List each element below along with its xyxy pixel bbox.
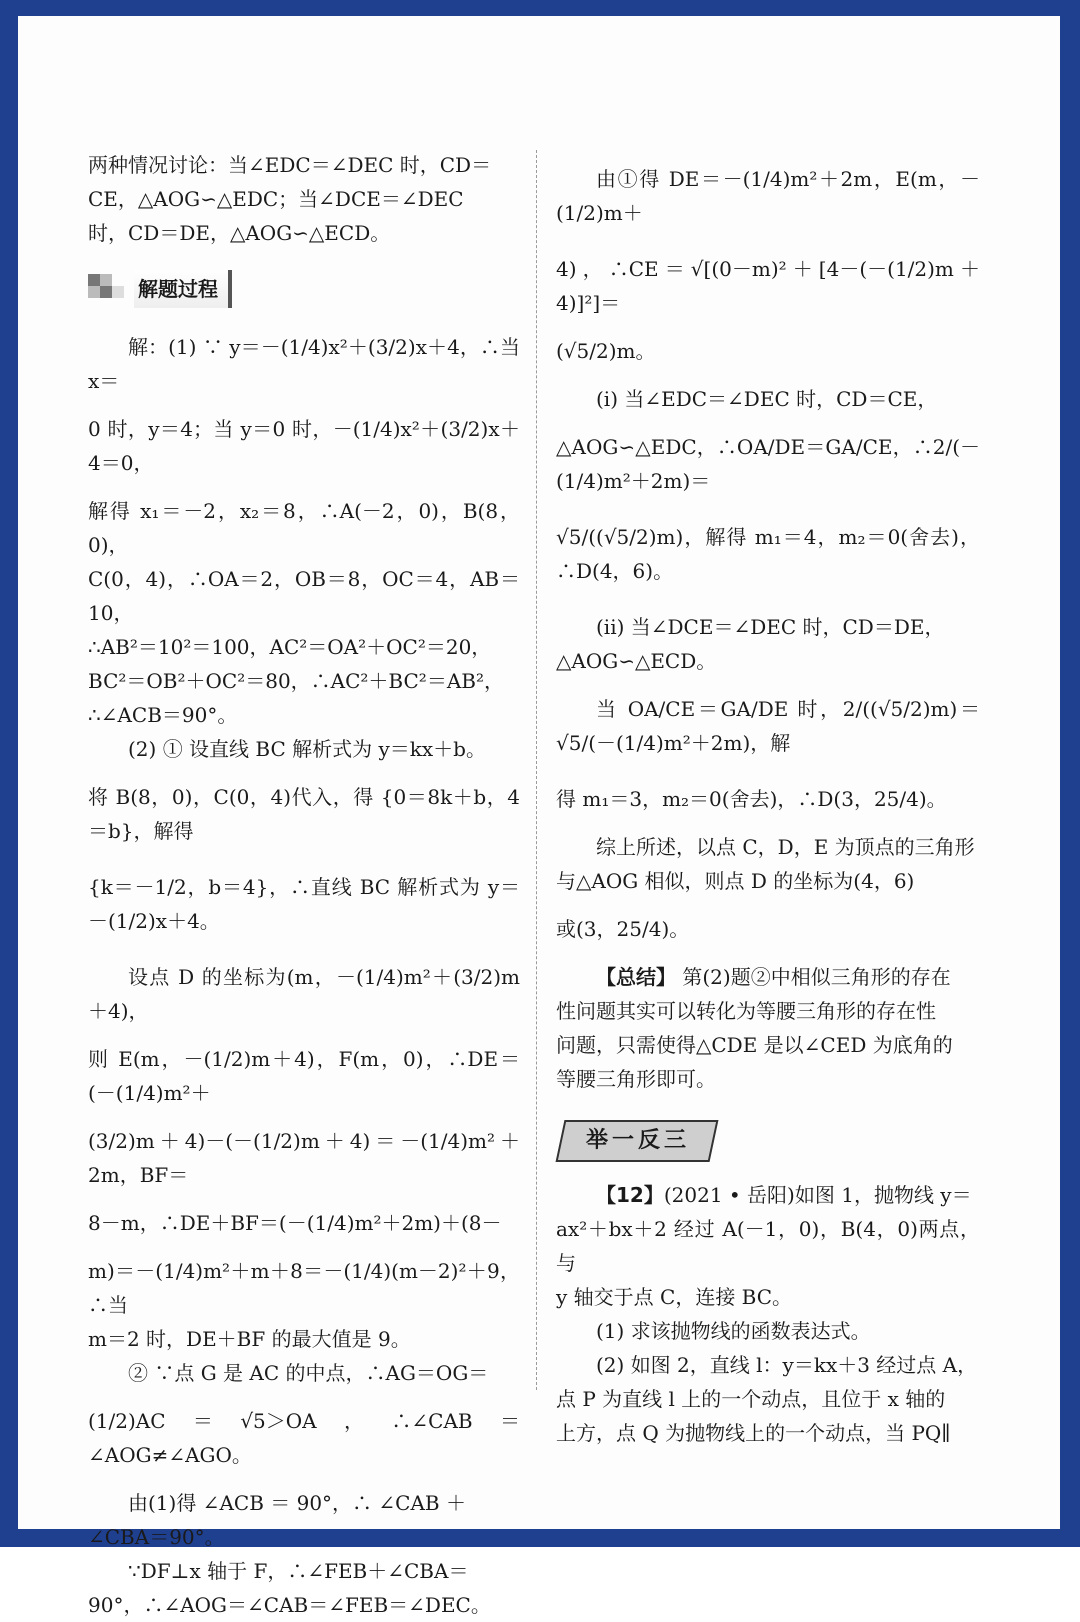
solution-line: ∴∠ACB＝90°。 xyxy=(88,703,238,727)
solution-line: 解：(1) ∵ y＝－(1/4)x²＋(3/2)x＋4，∴当 x＝ xyxy=(88,335,520,393)
right-line: 当 OA/CE＝GA/DE 时，2/((√5/2)m)＝√5/(－(1/4)m²＋2m)，解 xyxy=(556,697,980,755)
problem-line: 上方，点 Q 为抛物线上的一个动点，当 PQ∥ xyxy=(556,1421,951,1445)
right-line: √5/((√5/2)m)，解得 m₁＝4，m₂＝0(舍去)，∴D(4，6)。 xyxy=(556,525,980,583)
solution-line: ② ∵点 G 是 AC 的中点，∴AG＝OG＝ xyxy=(128,1361,489,1385)
summary-first-line xyxy=(556,960,980,994)
intro-line: 两种情况讨论：当∠EDC＝∠DEC 时，CD＝ xyxy=(88,153,492,177)
solution-line: C(0，4)，∴OA＝2，OB＝8，OC＝4，AB＝10， xyxy=(88,567,520,625)
problem-line: (2) 如图 2，直线 l：y＝kx＋3 经过点 A， xyxy=(596,1353,978,1377)
intro-line: CE，△AOG∽△EDC；当∠DCE＝∠DEC xyxy=(88,187,464,211)
practice-title: 举一反三 xyxy=(586,1128,691,1153)
problem-line: (1) 求该抛物线的函数表达式。 xyxy=(596,1319,871,1343)
solution-line: 90°，∴∠AOG＝∠CAB＝∠FEB＝∠DEC。 xyxy=(88,1593,491,1617)
checker-icon xyxy=(88,274,128,304)
solution-line: 将 B(8，0)，C(0，4)代入，得 {0＝8k＋b，4＝b}，解得 xyxy=(88,785,520,843)
summary-line: 等腰三角形即可。 xyxy=(556,1067,716,1091)
summary-label: 【总结】 xyxy=(596,965,676,989)
right-line: 由①得 DE＝－(1/4)m²＋2m，E(m，－(1/2)m＋ xyxy=(556,167,980,225)
summary-line: 性问题其实可以转化为等腰三角形的存在性 xyxy=(556,999,936,1023)
solution-line: (1/2)AC＝√5＞OA，∴∠CAB＝∠AOG≠∠AGO。 xyxy=(88,1409,520,1467)
right-line: (√5/2)m。 xyxy=(556,339,656,363)
right-line: 综上所述，以点 C，D，E 为顶点的三角形 xyxy=(596,835,975,859)
intro-line: 时，CD＝DE，△AOG∽△ECD。 xyxy=(88,221,391,245)
problem-first-line xyxy=(556,1178,980,1212)
right-column xyxy=(556,148,980,1450)
solution-line: ∴AB²＝10²＝100，AC²＝OA²＋OC²＝20， xyxy=(88,635,492,659)
practice-banner xyxy=(556,1120,716,1160)
solution-line: 0 时，y＝4；当 y＝0 时，－(1/4)x²＋(3/2)x＋4＝0， xyxy=(88,417,520,475)
solution-line: ∠CBA＝90°。 xyxy=(88,1525,225,1549)
solution-line: {k＝－1/2，b＝4}，∴直线 BC 解析式为 y＝－(1/2)x＋4。 xyxy=(88,875,520,933)
problem-line: 点 P 为直线 l 上的一个动点，且位于 x 轴的 xyxy=(556,1387,946,1411)
right-line: 得 m₁＝3，m₂＝0(舍去)，∴D(3，25/4)。 xyxy=(556,787,947,811)
section-title: 解题过程 xyxy=(134,270,232,308)
solution-line: 设点 D 的坐标为(m，－(1/4)m²＋(3/2)m＋4)， xyxy=(88,965,520,1023)
right-line: (i) 当∠EDC＝∠DEC 时，CD＝CE， xyxy=(596,387,938,411)
summary-line: 第(2)题②中相似三角形的存在 xyxy=(682,965,951,989)
solution-line: 则 E(m，－(1/2)m＋4)，F(m，0)，∴DE＝(－(1/4)m²＋ xyxy=(88,1047,520,1105)
right-line: 与△AOG 相似，则点 D 的坐标为(4，6) xyxy=(556,869,915,893)
right-line: △AOG∽△EDC，∴OA/DE＝GA/CE，∴2/(－(1/4)m²＋2m)＝ xyxy=(556,435,980,493)
solution-line: (3/2)m＋4)－(－(1/2)m＋4)＝－(1/4)m²＋2m，BF＝ xyxy=(88,1129,520,1187)
column-divider xyxy=(536,150,537,1390)
right-line: 或(3，25/4)。 xyxy=(556,917,690,941)
solution-line: (2) ① 设直线 BC 解析式为 y＝kx＋b。 xyxy=(128,737,486,761)
solution-line: m)＝－(1/4)m²＋m＋8＝－(1/4)(m－2)²＋9，∴当 xyxy=(88,1259,520,1317)
solution-line: m＝2 时，DE＋BF 的最大值是 9。 xyxy=(88,1327,411,1351)
problem-line: ax²＋bx＋2 经过 A(－1，0)，B(4，0)两点，与 xyxy=(556,1217,980,1275)
left-column xyxy=(88,148,520,1622)
problem-line: y 轴交于点 C，连接 BC。 xyxy=(556,1285,793,1309)
solution-line: 8－m，∴DE＋BF＝(－(1/4)m²＋2m)＋(8－ xyxy=(88,1211,502,1235)
problem-line: (2021 • 岳阳)如图 1，抛物线 y＝ xyxy=(663,1183,972,1207)
section-header xyxy=(88,272,520,306)
right-line: (ii) 当∠DCE＝∠DEC 时，CD＝DE， xyxy=(596,615,945,639)
solution-line: ∵DF⊥x 轴于 F，∴∠FEB＋∠CBA＝ xyxy=(128,1559,469,1583)
solution-line: 解得 x₁＝－2，x₂＝8，∴A(－2，0)，B(8，0)， xyxy=(88,499,520,557)
right-line: △AOG∽△ECD。 xyxy=(556,649,717,673)
right-line: 4)，∴CE＝√[(0－m)²＋[4－(－(1/2)m＋4)]²]＝ xyxy=(556,257,980,315)
summary-line: 问题，只需使得△CDE 是以∠CED 为底角的 xyxy=(556,1033,953,1057)
solution-line: BC²＝OB²＋OC²＝80，∴AC²＋BC²＝AB²， xyxy=(88,669,504,693)
problem-label: 【12】 xyxy=(596,1183,664,1207)
solution-line: 由(1)得 ∠ACB ＝ 90°，∴ ∠CAB ＋ xyxy=(128,1491,466,1515)
